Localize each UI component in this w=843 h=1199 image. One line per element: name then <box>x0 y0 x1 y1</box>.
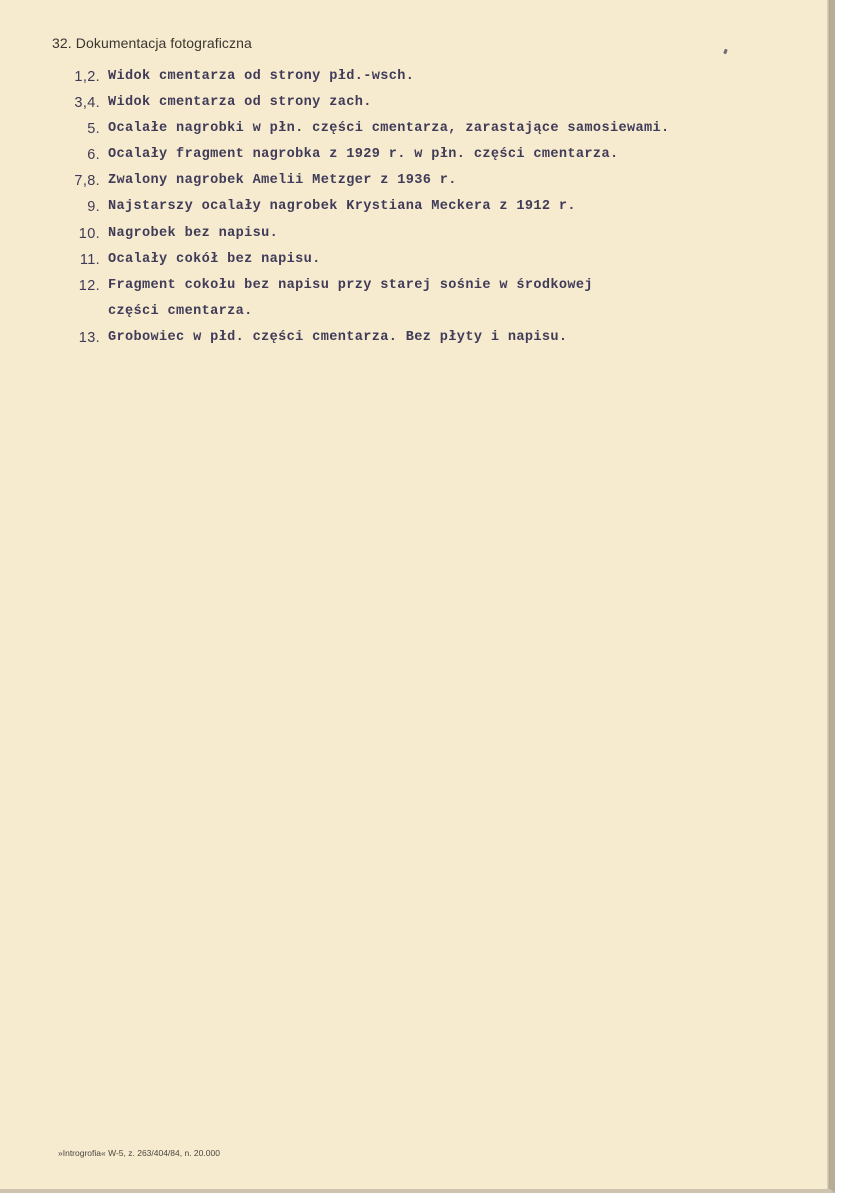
photo-list <box>0 64 835 351</box>
item-number: 7,8. <box>74 173 100 190</box>
item-text: Widok cmentarza od strony płd.-wsch. <box>108 69 415 84</box>
section-heading: 32. Dokumentacja fotograficzna <box>52 35 252 51</box>
list-item <box>0 247 835 273</box>
item-text: Widok cmentarza od strony zach. <box>108 95 372 111</box>
item-number: 12. <box>78 277 100 294</box>
item-number: 9. <box>87 199 100 216</box>
print-imprint: »Introgrofia« W-5, z. 263/404/84, n. 20.000 <box>58 1148 220 1158</box>
list-item <box>0 64 835 90</box>
item-text: Grobowiec w płd. części cmentarza. Bez płyty i napisu. <box>108 329 568 345</box>
item-text: części cmentarza. <box>108 303 253 319</box>
list-item <box>0 142 835 168</box>
item-text: Ocalały cokół bez napisu. <box>108 251 321 267</box>
list-item <box>0 194 835 220</box>
item-text: Najstarszy ocalały nagrobek Krystiana Meckera z 1912 r. <box>108 199 576 215</box>
item-text: Ocalałe nagrobki w płn. części cmentarza, zarastające samosiewami. <box>108 121 670 137</box>
item-text: Fragment cokołu bez napisu przy starej sośnie w środkowej <box>108 277 593 293</box>
ink-mark <box>723 49 728 55</box>
item-number: 10. <box>78 225 100 242</box>
item-text: Nagrobek bez napisu. <box>108 225 279 241</box>
item-number: 13. <box>78 329 100 346</box>
item-text: Ocalały fragment nagrobka z 1929 r. w płn. części cmentarza. <box>108 147 619 163</box>
item-number: 6. <box>87 147 100 164</box>
list-item-continuation <box>0 299 835 325</box>
list-item <box>0 90 835 116</box>
item-number: 11. <box>79 251 100 268</box>
item-number: 3,4. <box>74 95 100 112</box>
list-item <box>0 116 835 142</box>
item-text: Zwalony nagrobek Amelii Metzger z 1936 r. <box>108 173 457 189</box>
item-number: 1,2. <box>74 69 100 85</box>
item-number: 5. <box>87 121 100 138</box>
list-item <box>0 325 835 351</box>
list-item <box>0 221 835 247</box>
list-item <box>0 168 835 194</box>
list-item <box>0 273 835 299</box>
